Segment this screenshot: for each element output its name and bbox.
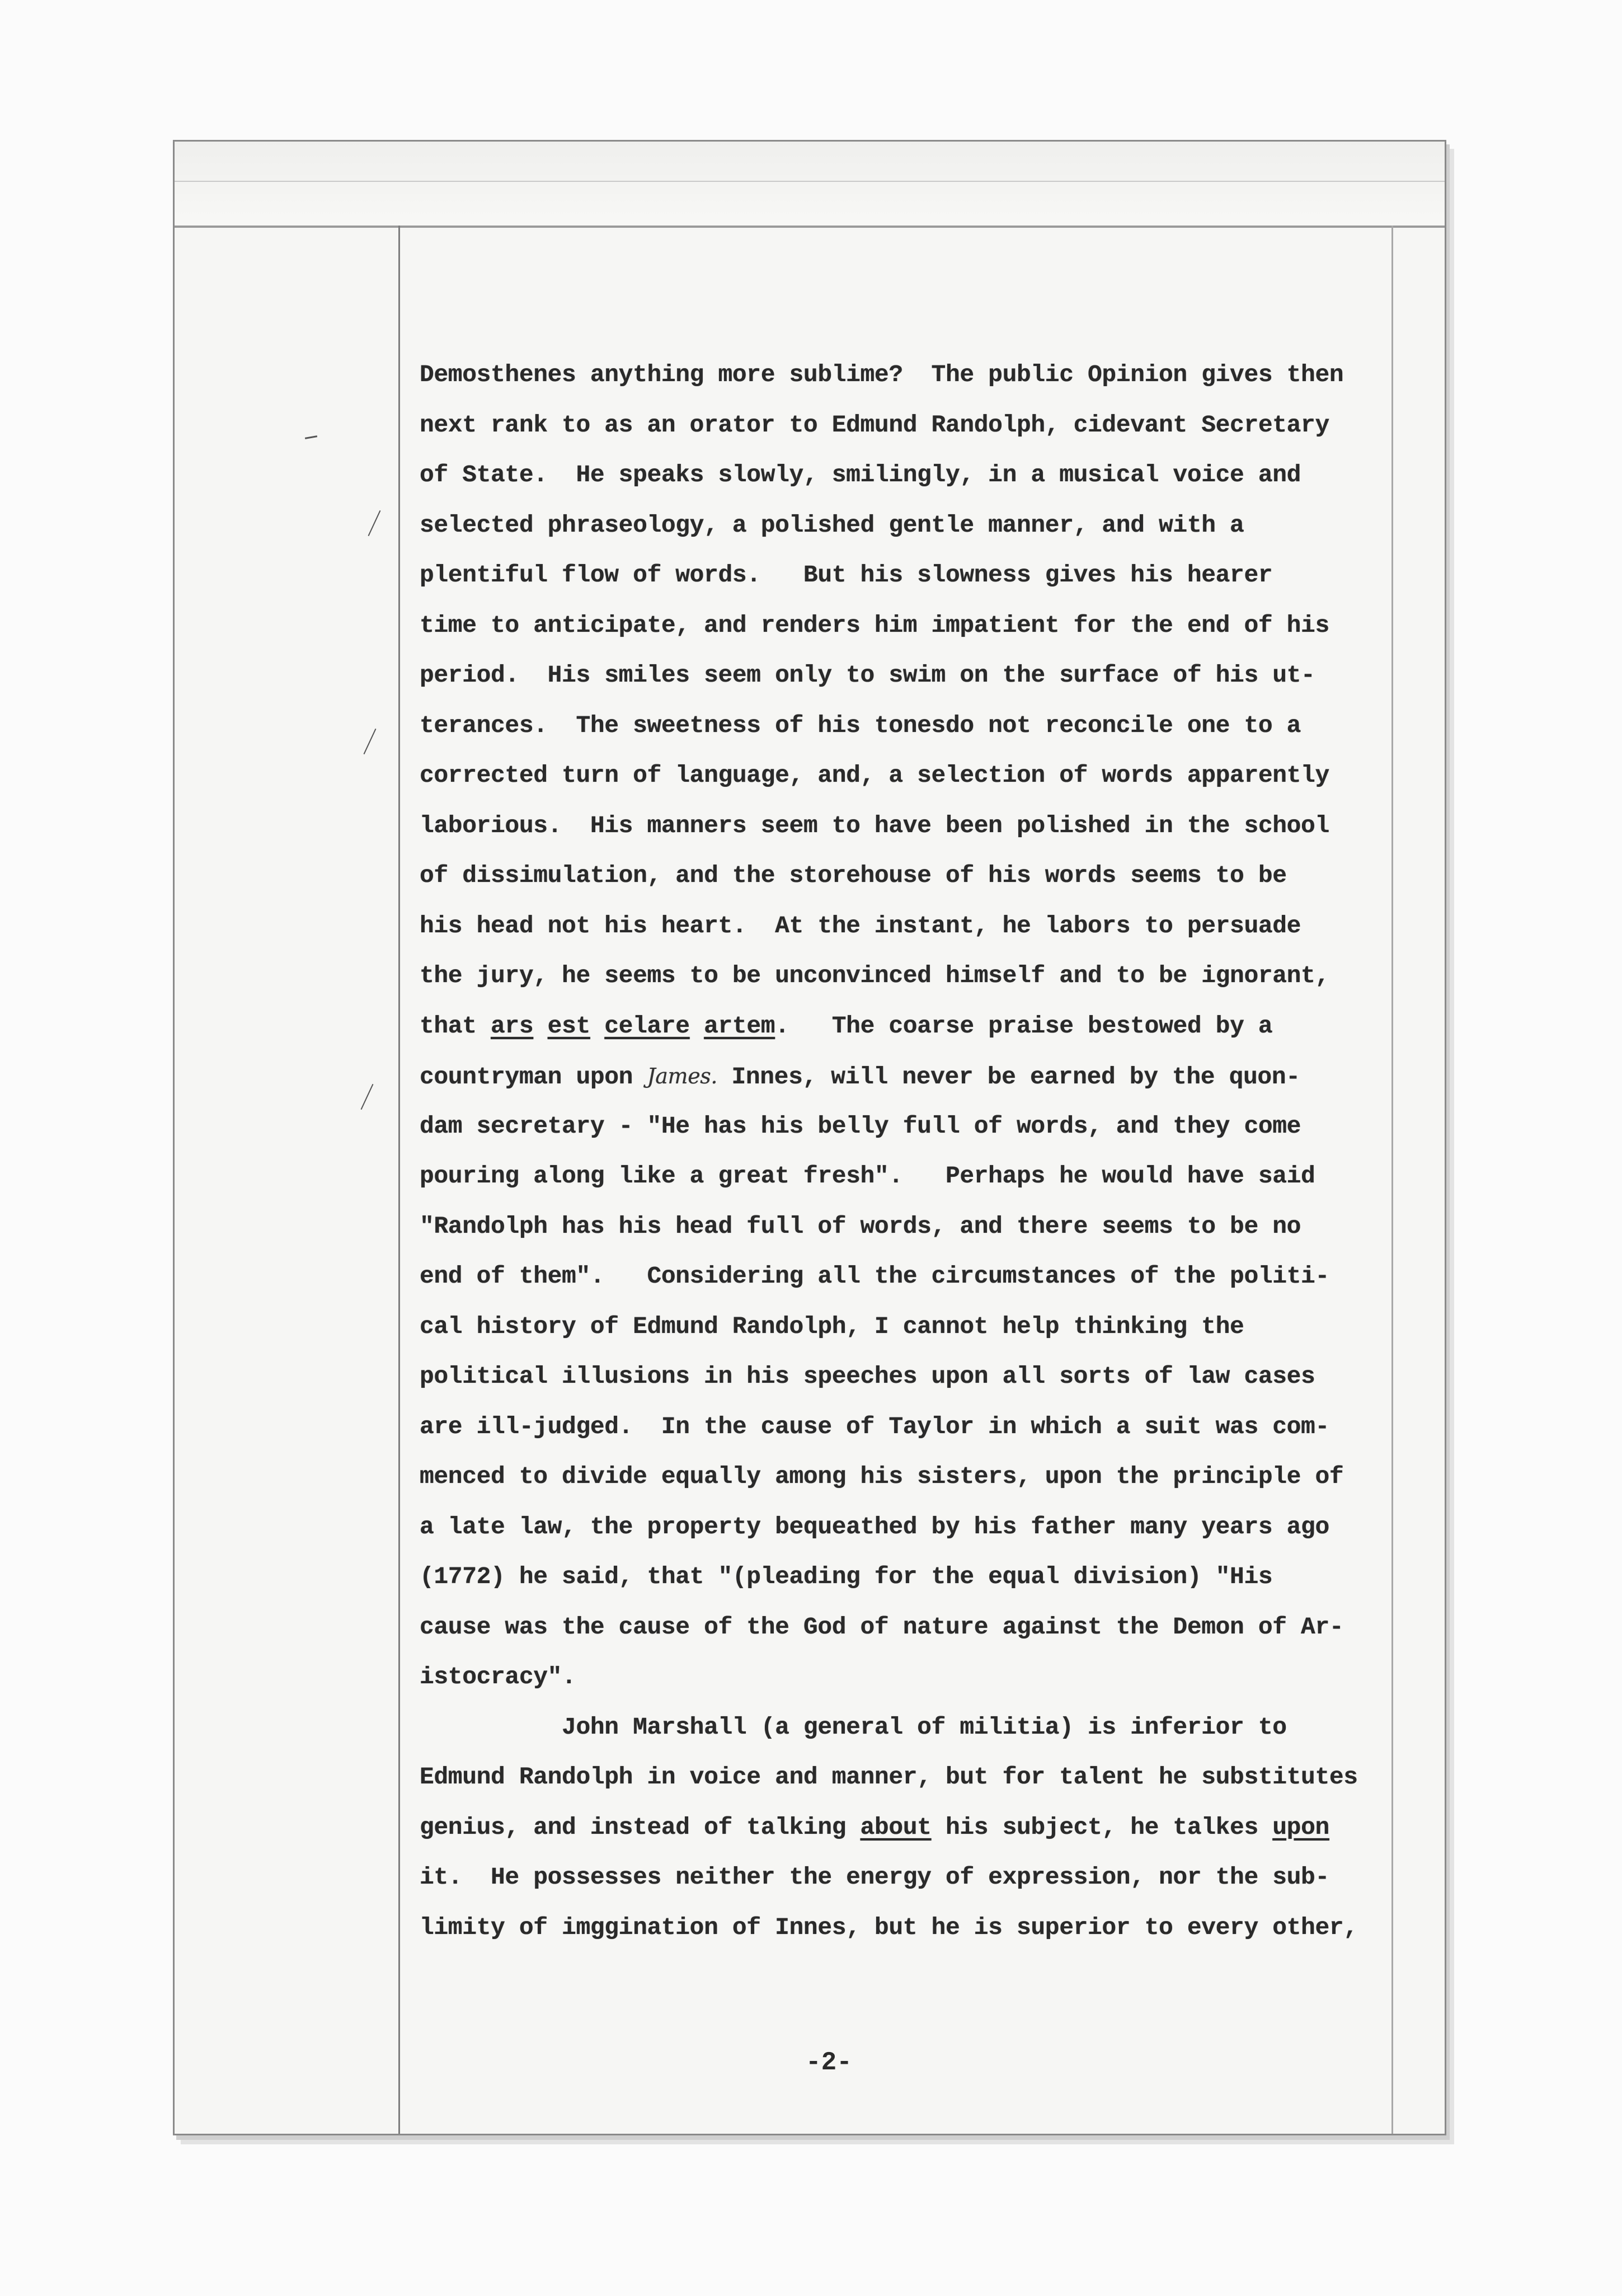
text-line — [420, 1660, 1438, 1711]
text-segment: next rank to as an orator to Edmund Randolph, cidevant Secretary — [420, 411, 1329, 439]
underlined-text: about — [860, 1813, 932, 1841]
text-line — [420, 409, 1438, 459]
text-line — [420, 358, 1438, 409]
text-segment: plentiful flow of words. But his slowness gives his hearer — [420, 561, 1273, 589]
text-segment: genius, and instead of talking — [420, 1813, 861, 1841]
text-line — [420, 909, 1438, 960]
text-segment: dam secretary - "He has his belly full of words, and they come — [420, 1112, 1301, 1140]
text-line — [420, 1010, 1438, 1060]
underlined-text: celare — [604, 1012, 690, 1040]
text-segment — [590, 1012, 604, 1040]
text-line — [420, 1760, 1438, 1811]
text-line — [420, 1861, 1438, 1911]
folded-top-edge — [175, 142, 1445, 228]
text-line — [420, 1260, 1438, 1310]
text-segment: terances. The sweetness of his tonesdo not reconcile one to a — [420, 711, 1301, 739]
text-segment: Innes, will never be earned by the quon- — [717, 1063, 1300, 1091]
text-line — [420, 959, 1438, 1010]
left-margin-rule — [398, 226, 400, 2134]
text-line — [420, 759, 1438, 809]
text-segment: menced to divide equally among his sisters, upon the principle of — [420, 1463, 1344, 1490]
text-segment: a late law, the property bequeathed by his father many years ago — [420, 1513, 1329, 1541]
text-line — [420, 859, 1438, 909]
text-segment: his subject, he talkes — [931, 1813, 1273, 1841]
text-segment — [690, 1012, 704, 1040]
text-segment: of State. He speaks slowly, smilingly, in a musical voice and — [420, 461, 1301, 489]
text-line — [420, 1510, 1438, 1561]
text-segment: that — [420, 1012, 491, 1040]
text-line — [420, 1911, 1438, 1961]
text-line — [420, 609, 1438, 659]
underlined-text: artem — [704, 1012, 775, 1040]
text-segment: political illusions in his speeches upon all sorts of law cases — [420, 1363, 1315, 1390]
text-line — [420, 1110, 1438, 1160]
text-segment: countryman upon — [420, 1063, 647, 1091]
text-segment: John Marshall (a general of militia) is inferior to — [420, 1713, 1287, 1741]
text-line — [420, 1711, 1438, 1761]
page-number: -2- — [806, 2048, 852, 2077]
text-segment: period. His smiles seem only to swim on the surface of his ut- — [420, 661, 1315, 689]
text-line — [420, 659, 1438, 709]
text-segment: end of them". Considering all the circumstances of the politi- — [420, 1262, 1329, 1290]
text-segment: of dissimulation, and the storehouse of his words seems to be — [420, 862, 1287, 889]
text-line — [420, 809, 1438, 860]
typed-body-text — [420, 358, 1438, 1961]
text-segment: his head not his heart. At the instant, he labors to persuade — [420, 912, 1301, 940]
text-line — [420, 1059, 1438, 1110]
text-segment: time to anticipate, and renders him impatient for the end of his — [420, 611, 1329, 639]
text-segment: "Randolph has his head full of words, and there seems to be no — [420, 1212, 1301, 1240]
text-line — [420, 509, 1438, 559]
text-segment: Demosthenes anything more sublime? The public Opinion gives then — [420, 361, 1344, 388]
underlined-text: upon — [1272, 1813, 1329, 1841]
text-segment: Edmund Randolph in voice and manner, but for talent he substitutes — [420, 1763, 1358, 1791]
text-segment: it. He possesses neither the energy of expression, nor the sub- — [420, 1863, 1329, 1891]
text-line — [420, 1811, 1438, 1861]
text-line — [420, 1410, 1438, 1461]
text-line — [420, 709, 1438, 759]
text-segment: are ill-judged. In the cause of Taylor in which a suit was com- — [420, 1412, 1329, 1440]
text-segment: . The coarse praise bestowed by a — [775, 1012, 1273, 1040]
text-segment: the jury, he seems to be unconvinced himself and to be ignorant, — [420, 962, 1329, 989]
underlined-text: ars — [491, 1012, 534, 1040]
text-line — [420, 1210, 1438, 1260]
handwritten-insertion: James. — [647, 1064, 718, 1088]
text-segment: pouring along like a great fresh". Perhaps he would have said — [420, 1162, 1315, 1190]
text-line — [420, 458, 1438, 509]
text-line — [420, 1611, 1438, 1661]
text-segment: (1772) he said, that "(pleading for the equal division) "His — [420, 1563, 1273, 1590]
text-segment: laborious. His manners seem to have been polished in the school — [420, 811, 1329, 839]
underlined-text: est — [547, 1012, 590, 1040]
fold-crease — [175, 181, 1445, 182]
text-segment — [533, 1012, 547, 1040]
text-line — [420, 1310, 1438, 1360]
text-line — [420, 1360, 1438, 1410]
text-segment: corrected turn of language, and, a selection of words apparently — [420, 762, 1329, 789]
text-segment: limity of imggination of Innes, but he is superior to every other, — [420, 1913, 1358, 1941]
text-line — [420, 1159, 1438, 1210]
text-line — [420, 1560, 1438, 1611]
text-segment: istocracy". — [420, 1663, 576, 1691]
text-segment: cause was the cause of the God of nature against the Demon of Ar- — [420, 1613, 1344, 1641]
text-line — [420, 1460, 1438, 1510]
text-line — [420, 558, 1438, 609]
text-segment: cal history of Edmund Randolph, I cannot help thinking the — [420, 1312, 1244, 1340]
text-segment: selected phraseology, a polished gentle manner, and with a — [420, 511, 1244, 539]
